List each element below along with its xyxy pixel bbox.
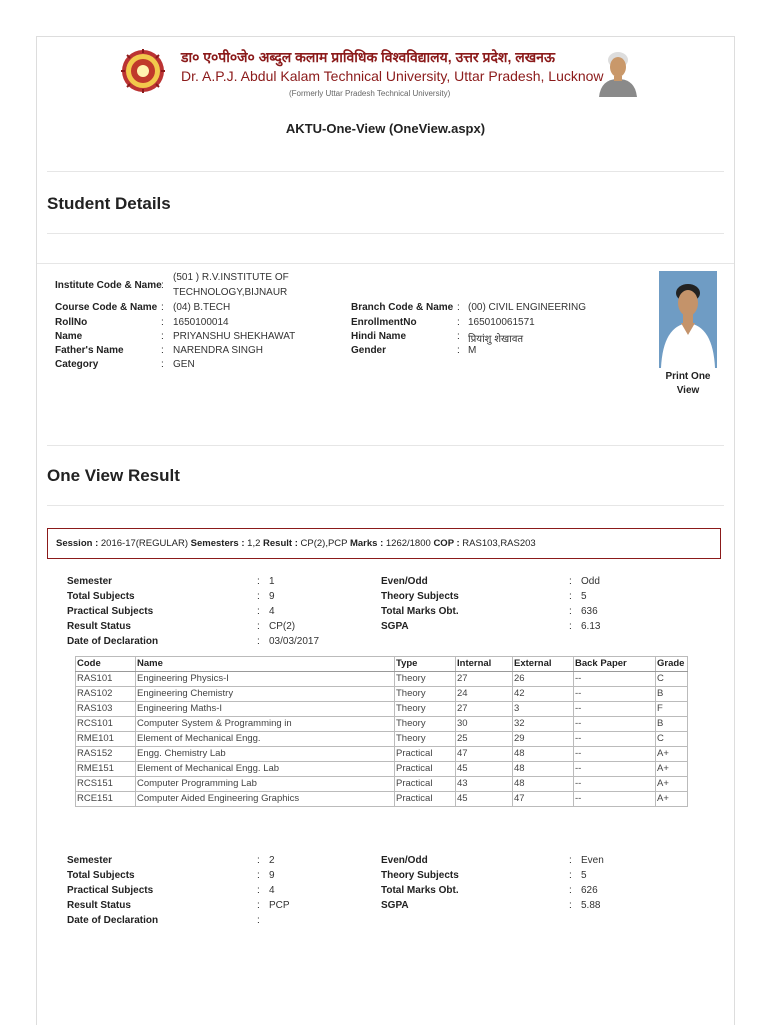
cop-label: COP : [433,538,460,549]
cell-name: Computer Aided Engineering Graphics [136,792,395,807]
result-status-label: Result Status [67,621,131,632]
cell-back-paper: -- [574,702,656,717]
cell-external: 32 [513,717,574,732]
result-status-value: PCP [269,900,290,911]
cell-grade: C [656,732,688,747]
table-row [76,687,688,702]
session-label: Session : [56,538,99,549]
university-subtitle: (Formerly Uttar Pradesh Technical University) [289,89,451,98]
marks-value: 1262/1800 [385,538,431,549]
colon: : [457,317,460,328]
student-details-heading: Student Details [47,194,171,213]
portrait-image [595,45,641,97]
divider [37,263,734,264]
cell-type: Theory [395,717,456,732]
cell-back-paper: -- [574,687,656,702]
cell-grade: A+ [656,747,688,762]
cell-type: Theory [395,702,456,717]
total-subjects-label: Total Subjects [67,591,135,602]
header-code: Code [76,657,136,672]
cell-back-paper: -- [574,762,656,777]
colon: : [257,591,260,602]
practical-subjects-value: 4 [269,885,275,896]
student-photo-image [659,271,717,368]
colon: : [569,606,572,617]
semester-1-marks-table [75,656,688,807]
cell-code: RCE151 [76,792,136,807]
cell-back-paper: -- [574,777,656,792]
header-back-paper: Back Paper [574,657,656,672]
cell-external: 48 [513,777,574,792]
table-row [76,747,688,762]
cell-back-paper: -- [574,747,656,762]
cell-external: 47 [513,792,574,807]
even-odd-value: Odd [581,576,600,587]
header-type: Type [395,657,456,672]
colon: : [161,359,164,370]
practical-subjects-label: Practical Subjects [67,885,154,896]
cell-name: Engineering Physics-I [136,672,395,687]
university-title-hindi: डा० ए०पी०जे० अब्दुल कलाम प्राविधिक विश्वविद्यालय, उत्तर प्रदेश, लखनऊ [181,49,555,65]
colon: : [257,621,260,632]
page-container [36,36,735,1025]
gender-label: Gender [351,345,387,356]
result-value: CP(2),PCP [300,538,348,549]
cell-internal: 30 [456,717,513,732]
hindi-name-label: Hindi Name [351,331,407,342]
cell-back-paper: -- [574,717,656,732]
colon: : [569,885,572,896]
cell-internal: 25 [456,732,513,747]
session-summary [56,538,536,549]
colon: : [161,280,164,291]
rollno-label: RollNo [55,317,88,328]
cell-internal: 47 [456,747,513,762]
colon: : [257,870,260,881]
colon: : [257,606,260,617]
practical-subjects-label: Practical Subjects [67,606,154,617]
semester-label: Semester [67,576,113,587]
divider [47,445,724,446]
result-status-value: CP(2) [269,621,296,632]
gender-value: M [468,345,477,356]
date-of-declaration-label: Date of Declaration [67,915,159,926]
cell-grade: A+ [656,762,688,777]
cop-value: RAS103,RAS203 [462,538,536,549]
divider [47,505,724,506]
total-marks-value: 626 [581,885,598,896]
print-label-line1: Print One [665,371,711,382]
name-value: PRIYANSHU SHEKHAWAT [173,331,296,342]
theory-subjects-value: 5 [581,870,587,881]
total-subjects-value: 9 [269,870,275,881]
name-label: Name [55,331,83,342]
cell-type: Theory [395,672,456,687]
cell-internal: 27 [456,672,513,687]
practical-subjects-value: 4 [269,606,275,617]
table-row [76,762,688,777]
colon: : [257,855,260,866]
category-value: GEN [173,359,195,370]
cell-back-paper: -- [574,732,656,747]
cell-back-paper: -- [574,672,656,687]
colon: : [569,900,572,911]
father-name-label: Father's Name [55,345,124,356]
father-name-value: NARENDRA SINGH [173,345,264,356]
cell-name: Engineering Chemistry [136,687,395,702]
cell-code: RME151 [76,762,136,777]
table-row [76,777,688,792]
cell-code: RAS103 [76,702,136,717]
header-name: Name [136,657,395,672]
colon: : [257,915,260,926]
even-odd-value: Even [581,855,604,866]
total-marks-label: Total Marks Obt. [381,885,459,896]
university-logo-icon [121,49,165,93]
course-label: Course Code & Name [55,302,158,313]
header-grade: Grade [656,657,688,672]
hindi-name-value: प्रियांशु शेखावत [468,334,524,345]
table-row [76,672,688,687]
institute-value-line2: TECHNOLOGY,BIJNAUR [173,287,288,298]
colon: : [569,591,572,602]
colon: : [569,621,572,632]
cell-internal: 45 [456,762,513,777]
date-of-declaration-label: Date of Declaration [67,636,159,647]
semester-value: 2 [269,855,275,866]
colon: : [457,302,460,313]
colon: : [257,900,260,911]
cell-grade: A+ [656,777,688,792]
print-label-line2: View [676,385,700,396]
cell-type: Theory [395,687,456,702]
even-odd-label: Even/Odd [381,576,428,587]
cell-code: RME101 [76,732,136,747]
page-title: AKTU-One-View (OneView.aspx) [285,121,486,136]
divider [47,233,724,234]
table-header-row [76,657,688,672]
cell-type: Practical [395,792,456,807]
cell-name: Computer Programming Lab [136,777,395,792]
session-value: 2016-17(REGULAR) [100,538,189,549]
header-internal: Internal [456,657,513,672]
cell-name: Engineering Maths-I [136,702,395,717]
result-label: Result : [263,538,298,549]
cell-internal: 43 [456,777,513,792]
marks-label: Marks : [349,538,384,549]
table-row [76,702,688,717]
colon: : [161,345,164,356]
semester-value: 1 [269,576,275,587]
sgpa-value: 5.88 [581,900,601,911]
cell-name: Computer System & Programming in [136,717,395,732]
cell-code: RAS101 [76,672,136,687]
semester-label: Semester [67,855,113,866]
one-view-result-heading: One View Result [47,466,180,485]
cell-code: RAS152 [76,747,136,762]
total-marks-label: Total Marks Obt. [381,606,459,617]
colon: : [257,576,260,587]
divider [47,171,724,172]
total-subjects-label: Total Subjects [67,870,135,881]
colon: : [257,885,260,896]
cell-type: Theory [395,732,456,747]
date-of-declaration-value: 03/03/2017 [269,636,320,647]
colon: : [161,317,164,328]
colon: : [569,576,572,587]
cell-internal: 27 [456,702,513,717]
even-odd-label: Even/Odd [381,855,428,866]
theory-subjects-value: 5 [581,591,587,602]
cell-internal: 24 [456,687,513,702]
semesters-value: 1,2 [247,538,261,549]
university-header [37,37,734,105]
result-status-label: Result Status [67,900,131,911]
cell-external: 48 [513,762,574,777]
table-row [76,717,688,732]
cell-back-paper: -- [574,792,656,807]
total-marks-value: 636 [581,606,598,617]
cell-external: 48 [513,747,574,762]
sgpa-label: SGPA [381,621,409,632]
cell-grade: C [656,672,688,687]
cell-name: Element of Mechanical Engg. Lab [136,762,395,777]
cell-grade: A+ [656,792,688,807]
cell-type: Practical [395,762,456,777]
table-row [76,732,688,747]
cell-type: Practical [395,747,456,762]
branch-value: (00) CIVIL ENGINEERING [468,302,586,313]
student-photo [659,271,717,368]
institute-value-line1: (501 ) R.V.INSTITUTE OF [173,272,289,283]
colon: : [257,636,260,647]
cell-grade: F [656,702,688,717]
marks-table-body [76,672,688,807]
rollno-value: 1650100014 [173,317,229,328]
colon: : [161,302,164,313]
colon: : [457,331,460,342]
cell-external: 26 [513,672,574,687]
colon: : [569,855,572,866]
theory-subjects-label: Theory Subjects [381,591,459,602]
table-row [76,792,688,807]
cell-external: 29 [513,732,574,747]
cell-internal: 45 [456,792,513,807]
enrollment-value: 165010061571 [468,317,535,328]
cell-grade: B [656,687,688,702]
course-value: (04) B.TECH [173,302,231,313]
colon: : [457,345,460,356]
sgpa-label: SGPA [381,900,409,911]
cell-name: Engg. Chemistry Lab [136,747,395,762]
institute-label: Institute Code & Name [55,280,162,291]
category-label: Category [55,359,99,370]
cell-code: RCS101 [76,717,136,732]
print-one-view-link[interactable] [657,370,719,398]
branch-label: Branch Code & Name [351,302,454,313]
total-subjects-value: 9 [269,591,275,602]
university-title-english: Dr. A.P.J. Abdul Kalam Technical University, Uttar Pradesh, Lucknow [181,68,604,84]
semesters-label: Semesters : [190,538,245,549]
colon: : [569,870,572,881]
session-summary-box [47,528,721,559]
enrollment-label: EnrollmentNo [351,317,417,328]
cell-grade: B [656,717,688,732]
cell-code: RCS151 [76,777,136,792]
cell-external: 3 [513,702,574,717]
header-external: External [513,657,574,672]
cell-type: Practical [395,777,456,792]
sgpa-value: 6.13 [581,621,601,632]
cell-name: Element of Mechanical Engg. [136,732,395,747]
colon: : [161,331,164,342]
theory-subjects-label: Theory Subjects [381,870,459,881]
cell-external: 42 [513,687,574,702]
cell-code: RAS102 [76,687,136,702]
